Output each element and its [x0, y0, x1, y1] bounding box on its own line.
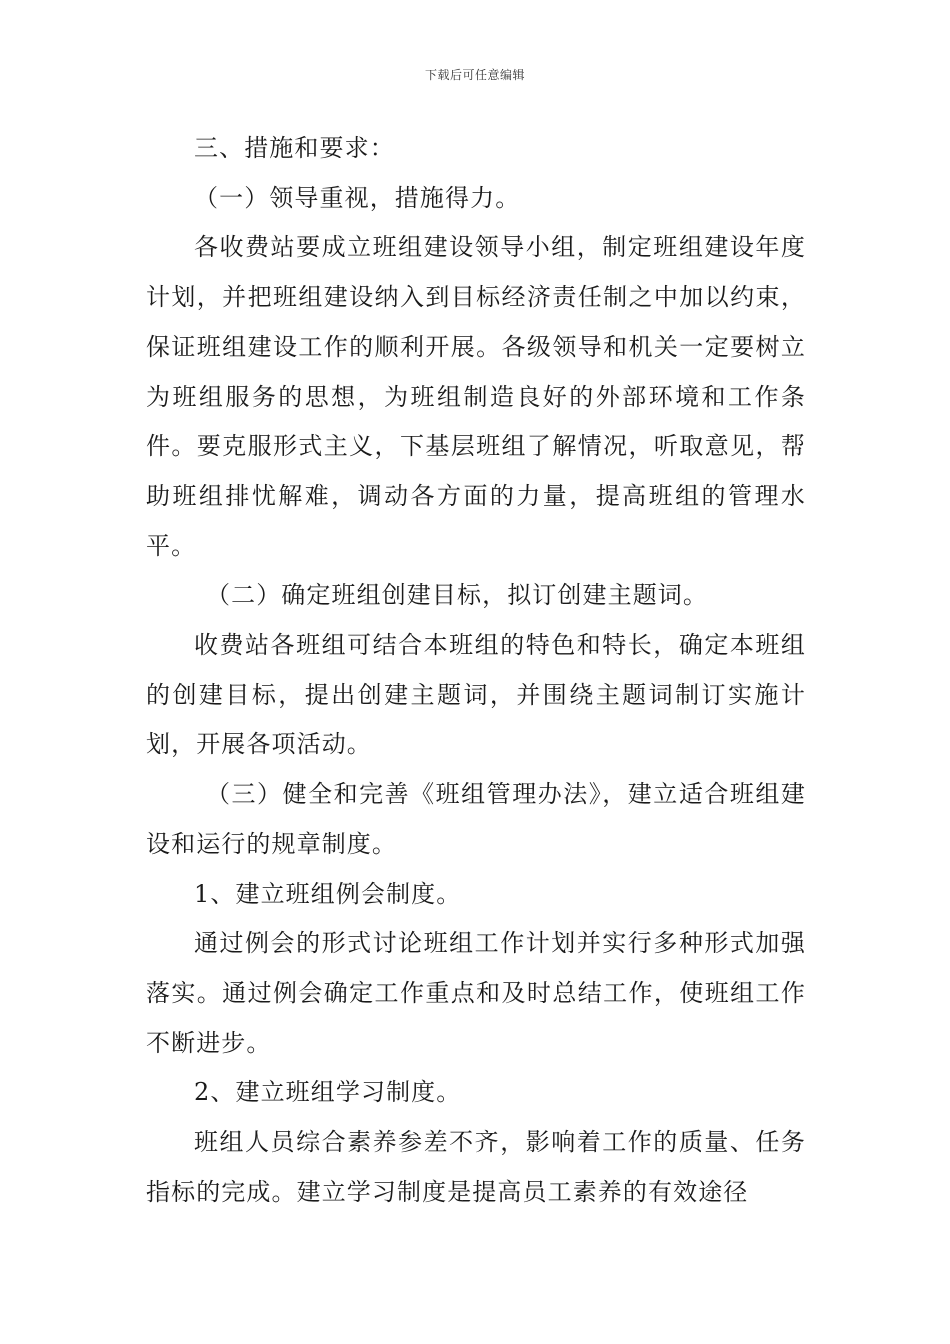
item-heading-2: 2、建立班组学习制度。	[194, 1078, 462, 1107]
subsection-heading-3: （三）健全和完善《班组管理办法》，建立适合班组建设和运行的规章制度。	[146, 780, 806, 858]
page-header-note: 下载后可任意编辑	[424, 68, 525, 82]
paragraph-meeting: 通过例会的形式讨论班组工作计划并实行多种形式加强落实。通过例会确定工作重点和及时总结工作，使班组工作不断进步。	[146, 929, 806, 1057]
subsection-heading-2: （二）确定班组创建目标，拟订创建主题词。	[206, 581, 708, 610]
section-heading-3: 三、措施和要求：	[194, 134, 395, 162]
subsection-heading-1: （一）领导重视，措施得力。	[194, 183, 521, 212]
paragraph-study: 班组人员综合素养参差不齐，影响着工作的质量、任务指标的完成。建立学习制度是提高员工素养的有效途径	[146, 1128, 806, 1206]
paragraph-leadership: 各收费站要成立班组建设领导小组，制定班组建设年度计划，并把班组建设纳入到目标经济责任制之中加以约束，保证班组建设工作的顺利开展。各级领导和机关一定要树立为班组服务的思想，为班组制造良好的外部环境和工作条件。要克服形式主义，下基层班组了解情况，听取意见，帮助班组排忧解难，调动各方面的力量，提高班组的管理水平。	[146, 233, 806, 560]
document-body	[146, 124, 806, 1217]
paragraph-goals: 收费站各班组可结合本班组的特色和特长，确定本班组的创建目标，提出创建主题词，并围绕主题词制订实施计划，开展各项活动。	[146, 631, 806, 759]
item-heading-1: 1、建立班组例会制度。	[194, 879, 462, 908]
